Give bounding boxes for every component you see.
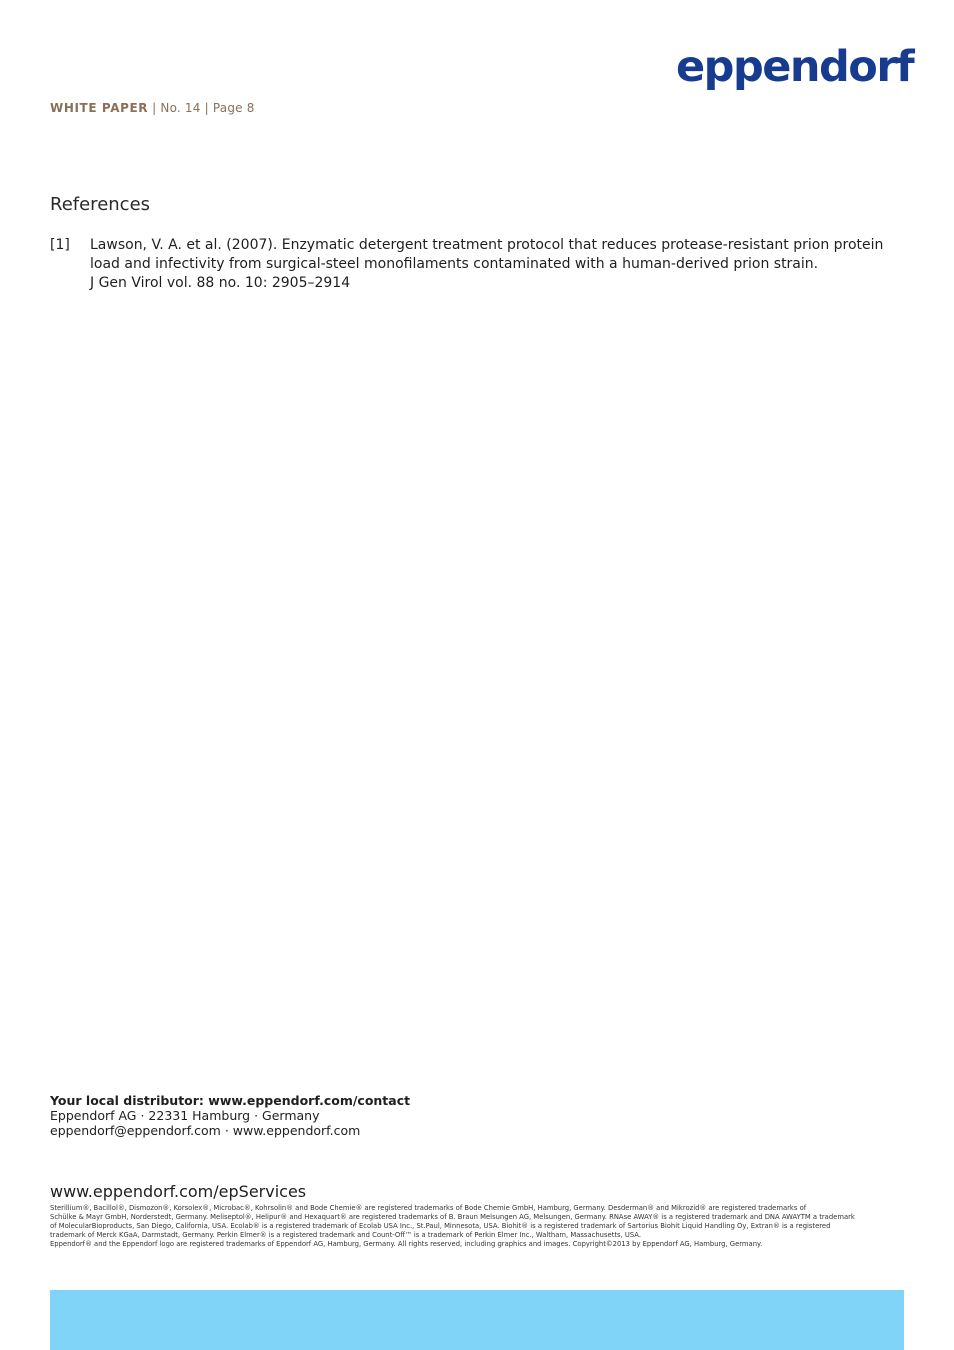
references-heading: References [50, 194, 151, 215]
legal-line: Schülke & Mayr GmbH, Norderstedt, Germany. Meliseptol®, Helipur® and Hexaquart® are registered trademarks of B. Braun Melsungen AG, Melsungen, Germany. RNAse AWAY® is a registered trademark and DNA AWAYTM a trademark [50, 1213, 855, 1221]
reference-line: load and infectivity from surgical-steel monofilaments contaminated with a human-derived prion strain. [90, 256, 819, 272]
company-contact: eppendorf@eppendorf.com · www.eppendorf.com [50, 1123, 361, 1138]
company-address: Eppendorf AG · 22331 Hamburg · Germany [50, 1108, 320, 1123]
distributor-block [50, 1093, 410, 1138]
reference-number: [1] [50, 237, 70, 253]
reference-line: Lawson, V. A. et al. (2007). Enzymatic detergent treatment protocol that reduces protease-resistant prion protein [90, 237, 884, 253]
footer-color-bar [50, 1290, 904, 1350]
reference-line: J Gen Virol vol. 88 no. 10: 2905–2914 [90, 275, 351, 291]
trademark-notice [50, 1204, 906, 1249]
legal-line: Eppendorf® and the Eppendorf logo are registered trademarks of Eppendorf AG, Hamburg, Germany. All rights reserved, including graphics and images. Copyright©2013 by Eppendorf AG, Hamburg, Germany. [50, 1240, 763, 1248]
distributor-title: Your local distributor: www.eppendorf.com/contact [50, 1093, 411, 1108]
eppendorf-logo: eppendorf [676, 42, 914, 92]
reference-text [90, 236, 900, 293]
legal-line: trademark of Merck KGaA, Darmstadt, Germany. Perkin Elmer® is a registered trademark and Count-Off™ is a trademark of Perkin Elmer Inc., Waltham, Massachusetts, USA. [50, 1231, 642, 1239]
document-header [50, 101, 255, 115]
legal-line: of MolecularBioproducts, San Diego, California, USA. Ecolab® is a registered trademark of Ecolab USA Inc., St.Paul, Minnesota, USA. Biohit® is a registered trademark of Sartorius Biohit Liquid Handling Oy, Extran® is a registered [50, 1222, 831, 1230]
doc-page-meta: | No. 14 | Page 8 [148, 101, 255, 115]
doc-type-label: WHITE PAPER [50, 101, 149, 115]
epservices-link[interactable]: www.eppendorf.com/epServices [50, 1182, 307, 1201]
legal-line: Sterillium®, Bacillol®, Dismozon®, Korsolex®, Microbac®, Kohrsolin® and Bode Chemie® are registered trademarks of Bode Chemie GmbH, Hamburg, Germany. Desderman® and Mikrozid® are registered trademarks of [50, 1204, 807, 1212]
reference-item [50, 236, 900, 293]
